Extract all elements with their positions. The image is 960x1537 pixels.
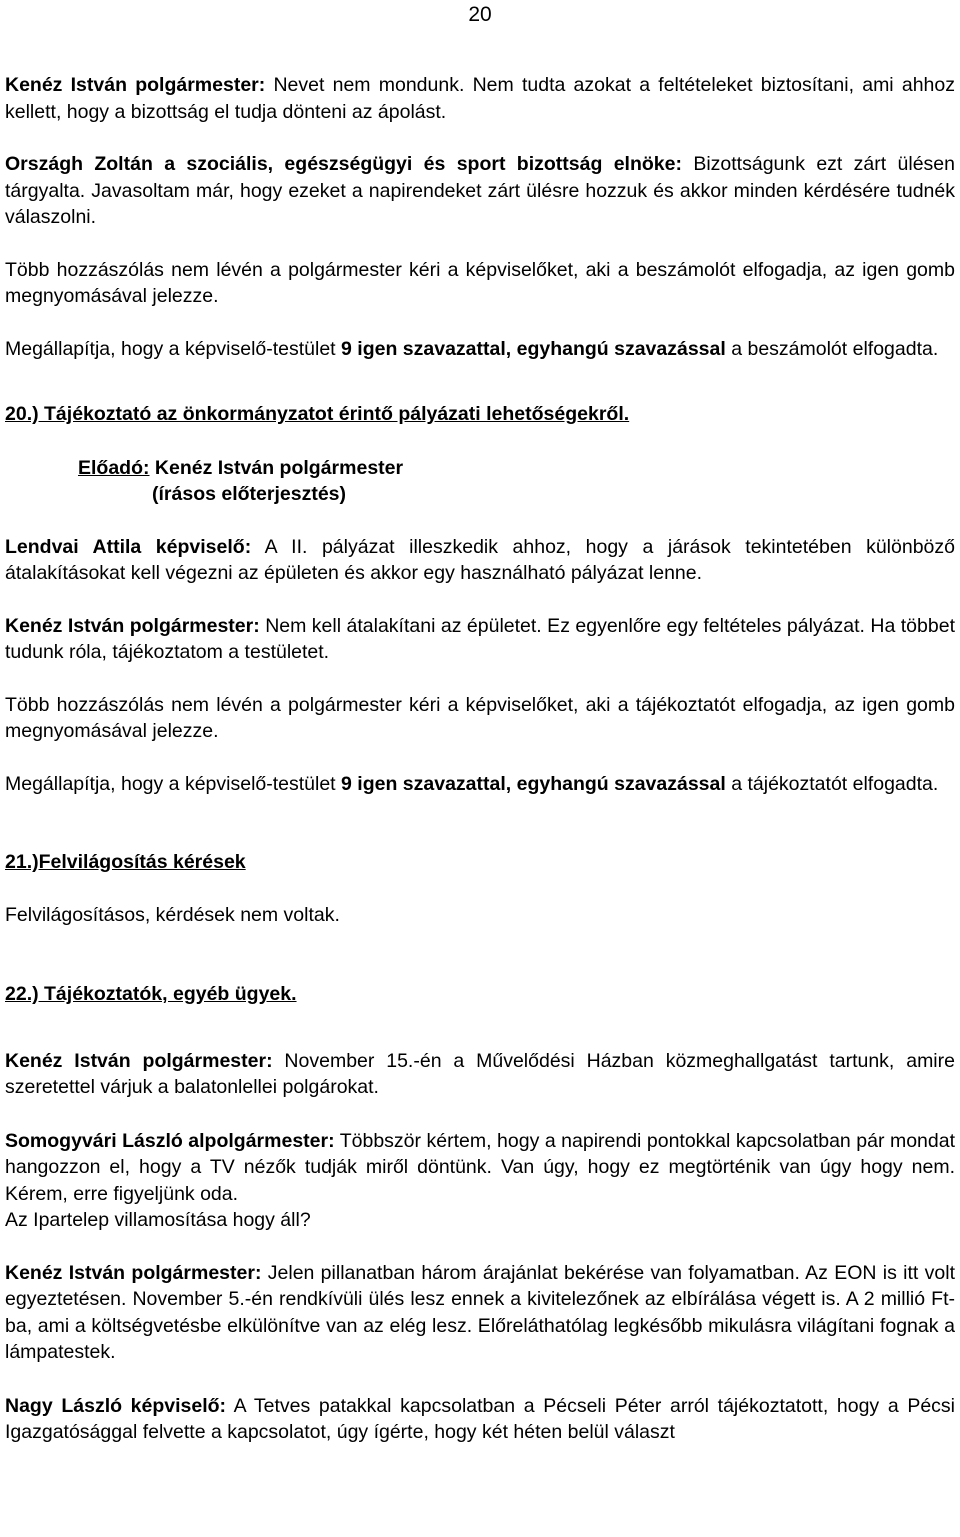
paragraph-lendvai	[5, 534, 955, 587]
paragraph-kenez-1	[5, 72, 955, 125]
paragraph-vote-request-1: Több hozzászólás nem lévén a polgármester kéri a képviselőket, aki a beszámolót elfogadja, az igen gomb megnyomásával jelezze.	[5, 258, 955, 307]
paragraph-text: Megállapítja, hogy a képviselő-testület	[5, 772, 342, 795]
vote-count: 9 igen szavazattal, egyhangú szavazással	[341, 337, 726, 360]
speaker-name: Kenéz István polgármester:	[5, 1049, 273, 1072]
speaker-name: Kenéz István polgármester:	[5, 614, 260, 637]
speaker-name: Országh Zoltán a szociális, egészségügyi és sport bizottság elnöke:	[5, 153, 682, 175]
paragraph-text: Többször kértem, hogy a napirendi pontokkal kapcsolatban pár mondat hangozzon el, hogy a TV nézők tudják miről döntünk. Van úgy, hogy ez megtörténik van úgy hogy nem. Kérem, erre figyeljünk oda.	[5, 1129, 955, 1205]
presenter-note: (írásos előterjesztés)	[152, 483, 347, 505]
paragraph-vote-request-2: Több hozzászólás nem lévén a polgármester kéri a képviselőket, aki a tájékoztatót elfogadja, az igen gomb megnyomásával jelezze.	[5, 693, 955, 742]
paragraph-text: a beszámolót elfogadta.	[725, 337, 939, 360]
paragraph-text: Nem kell átalakítani az épületet. Ez egyenlőre egy feltételes pályázat. Ha többet tudunk róla, tájékoztatom a testületet.	[5, 614, 955, 663]
speaker-name: Somogyvári László alpolgármester:	[5, 1129, 335, 1152]
paragraph-vote-result-2	[5, 771, 955, 798]
paragraph-kenez-2	[5, 613, 955, 666]
heading-item-22: 22.) Tájékoztatók, egyéb ügyek.	[5, 983, 297, 1005]
paragraph-somogyvari-question: Az Ipartelep villamosítása hogy áll?	[5, 1209, 311, 1231]
speaker-name: Lendvai Attila képviselő:	[5, 535, 252, 558]
document-body	[5, 72, 955, 1446]
paragraph-kenez-4	[5, 1260, 955, 1366]
presenter-line	[78, 455, 955, 482]
paragraph-vote-result-1	[5, 336, 955, 363]
vote-count: 9 igen szavazattal, egyhangú szavazással	[341, 772, 726, 795]
paragraph-orszagh	[5, 151, 955, 231]
paragraph-text: A II. pályázat illeszkedik ahhoz, hogy a járások tekintetében különböző átalakításokat kell végezni az épületen és akkor egy használható pályázat lenne.	[5, 535, 955, 584]
heading-item-21: 21.)Felvilágosítás kérések	[5, 851, 246, 873]
speaker-name: Nagy László képviselő:	[5, 1394, 227, 1417]
paragraph-text: Nevet nem mondunk. Nem tudta azokat a feltételeket biztosítani, ami ahhoz kellett, hogy a bizottság el tudja dönteni az ápolást.	[5, 74, 955, 123]
speaker-name: Kenéz István polgármester:	[5, 74, 266, 96]
paragraph-somogyvari	[5, 1128, 955, 1208]
presenter-name: Kenéz István polgármester	[149, 456, 404, 479]
speaker-name: Kenéz István polgármester:	[5, 1261, 262, 1284]
paragraph-text: November 15.-én a Művelődési Házban közmeghallgatást tartunk, amire szeretettel várjuk a balatonlellei polgárokat.	[5, 1049, 955, 1098]
heading-item-20: 20.) Tájékoztató az önkormányzatot érintő pályázati lehetőségekről.	[5, 403, 630, 425]
paragraph-nagy	[5, 1393, 955, 1446]
paragraph-text: Jelen pillanatban három árajánlat bekérése van folyamatban. Az EON is itt volt egyeztetésen. November 5.-én rendkívüli ülés lesz ennek a kivitelezőnek az elbírálása végett is. A 2 millió Ft-ba, ami a költségvetésbe elkülönítve van az elég lesz. Előreláthatólag legkésőbb mikulásra világítani fognak a lámpatestek.	[5, 1261, 955, 1363]
paragraph-text: a tájékoztatót elfogadta.	[725, 772, 939, 795]
paragraph-text: A Tetves patakkal kapcsolatban a Pécseli Péter arról tájékoztatott, hogy a Pécsi Igazgatósággal felvette a kapcsolatot, úgy ígérte, hogy két héten belül választ	[5, 1394, 956, 1443]
paragraph-text: Bizottságunk ezt zárt ülésen tárgyalta. Javasoltam már, hogy ezeket a napirendeket zárt ülésre hozzuk és akkor minden kérdésére tudnék válaszolni.	[5, 153, 955, 228]
paragraph-text: Megállapítja, hogy a képviselő-testület	[5, 337, 342, 360]
page-number: 20	[468, 3, 492, 26]
paragraph-kenez-3	[5, 1048, 955, 1101]
presenter-label: Előadó:	[78, 456, 150, 479]
paragraph-no-questions: Felvilágosításos, kérdések nem voltak.	[5, 903, 340, 926]
